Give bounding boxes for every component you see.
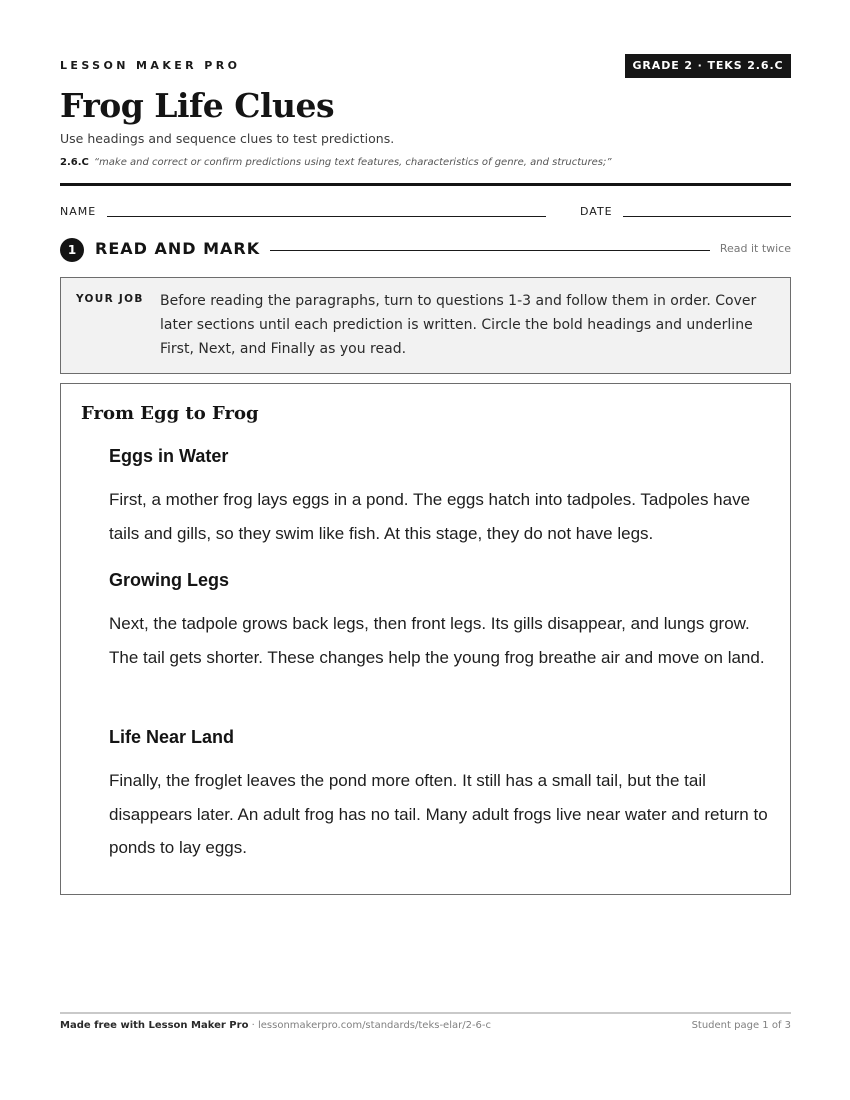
section-paragraph: Next, the tadpole grows back legs, then front legs. Its gills disappear, and lungs grow. The tail gets shorter. These changes help the young frog breathe air and move on land. (109, 614, 765, 667)
footer-divider (60, 1012, 791, 1014)
reading-passage (60, 383, 791, 895)
grade-badge: GRADE 2 · TEKS 2.6.C (625, 54, 791, 78)
passage-section-eggs-in-water (109, 445, 777, 550)
name-label: NAME (60, 205, 97, 218)
section-note: Read it twice (719, 242, 791, 255)
footer-credit (60, 1020, 491, 1031)
section-heading: Eggs in Water (109, 446, 229, 466)
footer-url[interactable]: · lessonmakerpro.com/standards/teks-elar/2-6-c (248, 1020, 492, 1031)
name-line[interactable] (107, 216, 546, 217)
section-paragraph: First, a mother frog lays eggs in a pond. The eggs hatch into tadpoles. Tadpoles have tails and gills, so they swim like fish. At this stage, they do not have legs. (109, 490, 751, 543)
section-heading: Life Near Land (109, 727, 235, 747)
section-number-badge: 1 (60, 238, 84, 262)
footer-page-number: Student page 1 of 3 (691, 1020, 791, 1031)
section-paragraph: Finally, the froglet leaves the pond more often. It still has a small tail, but the tail disappears later. An adult frog has no tail. Many adult frogs live near water and return to ponds to lay eggs. (109, 771, 768, 857)
worksheet-page (60, 0, 791, 1100)
passage-section-life-near-land (109, 726, 777, 865)
footer-made-with: Made free with Lesson Maker Pro (60, 1020, 249, 1031)
date-line[interactable] (623, 216, 791, 217)
passage-title: From Egg to Frog (81, 403, 259, 424)
your-job-text: Before reading the paragraphs, turn to questions 1-3 and follow them in order. Cover later sections until each prediction is written. Circle the bold headings and underline First, Next, and Finally as you read. (160, 293, 757, 357)
your-job-box (60, 277, 791, 374)
brand-name: LESSON MAKER PRO (60, 59, 241, 72)
standard-text: “make and correct or confirm predictions using text features, characteristics of genre, and structures;” (93, 157, 612, 168)
section-title: READ AND MARK (95, 239, 261, 258)
header-divider (60, 183, 791, 186)
passage-section-growing-legs (109, 569, 777, 674)
your-job-label: YOUR JOB (76, 293, 144, 305)
section-heading: Growing Legs (109, 570, 230, 590)
worksheet-subtitle: Use headings and sequence clues to test predictions. (60, 131, 395, 146)
standard-code: 2.6.C (60, 157, 89, 168)
section-divider (270, 250, 710, 251)
standard-line (60, 157, 612, 168)
worksheet-title: Frog Life Clues (60, 86, 335, 125)
date-label: DATE (580, 205, 613, 218)
